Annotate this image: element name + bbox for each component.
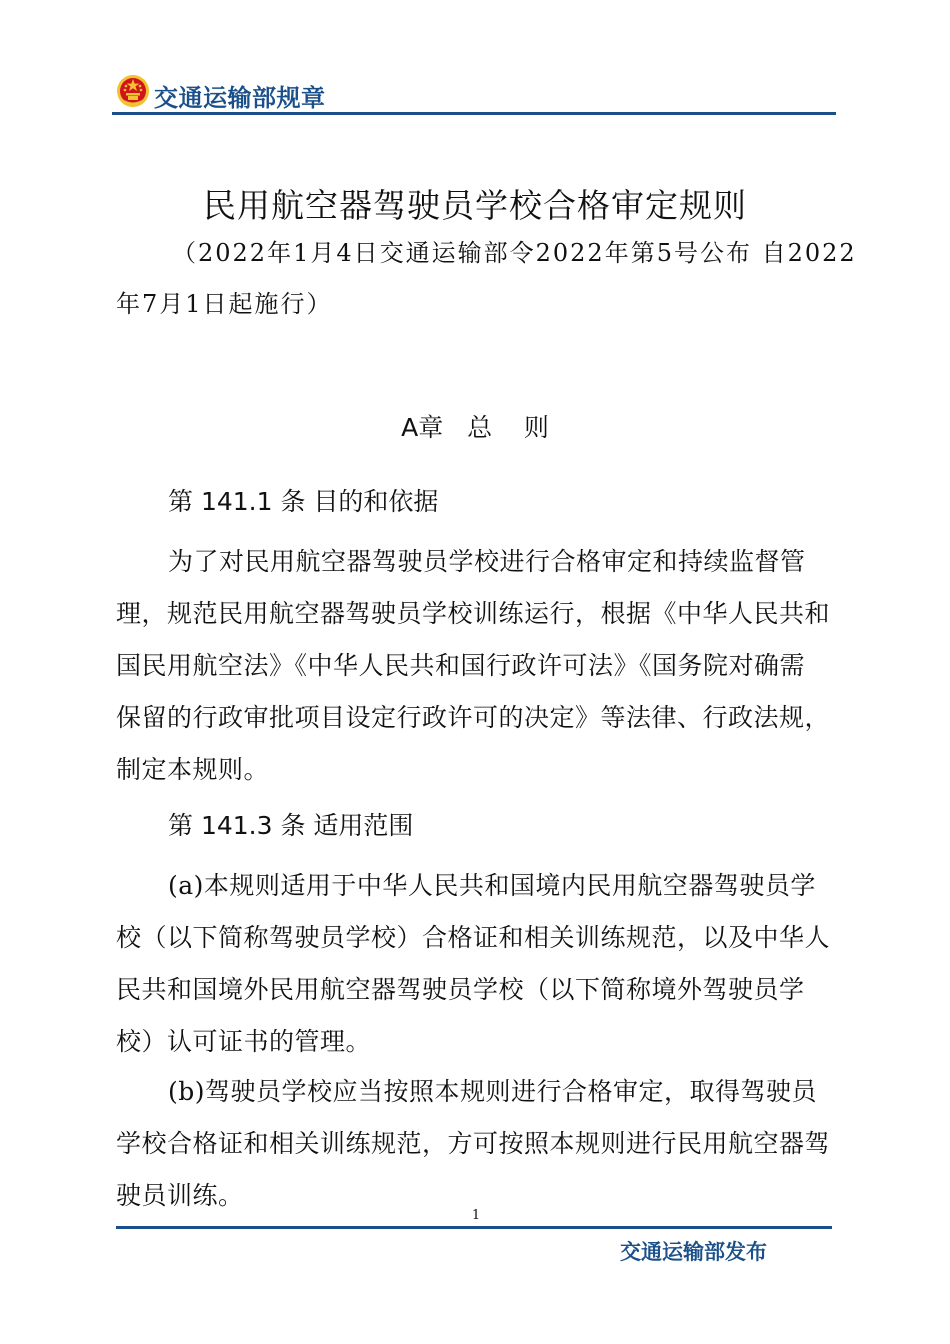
paragraph-line: 为了对民用航空器驾驶员学校进行合格审定和持续监督管 xyxy=(168,547,806,576)
document-title: 民用航空器驾驶员学校合格审定规则 xyxy=(203,186,747,225)
header-divider xyxy=(112,112,836,115)
paragraph-line: 民共和国境外民用航空器驾驶员学校（以下简称境外驾驶员学 xyxy=(116,975,805,1004)
article-heading-141-3: 第 141.3 条 适用范围 xyxy=(168,811,414,840)
paragraph-line: 校（以下简称驾驶员学校）合格证和相关训练规范，以及中华人 xyxy=(116,923,831,952)
paragraph-line: (a)本规则适用于中华人民共和国境内民用航空器驾驶员学 xyxy=(168,871,816,900)
footer-divider xyxy=(116,1226,832,1229)
paragraph-line: 制定本规则。 xyxy=(116,755,270,784)
paragraph-line: 校）认可证书的管理。 xyxy=(116,1027,372,1056)
footer-publisher: 交通运输部发布 xyxy=(620,1240,767,1264)
header-title: 交通运输部规章 xyxy=(154,84,326,112)
page-header xyxy=(116,72,836,116)
article-heading-141-1: 第 141.1 条 目的和依据 xyxy=(168,487,439,516)
document-subtitle-line2: 年7月1日起施行） xyxy=(116,290,333,318)
paragraph-line: 学校合格证和相关训练规范，方可按照本规则进行民用航空器驾 xyxy=(116,1129,831,1158)
paragraph-line: (b)驾驶员学校应当按照本规则进行合格审定，取得驾驶员 xyxy=(168,1077,818,1106)
chapter-heading: A章 总 则 xyxy=(401,413,549,442)
paragraph-line: 保留的行政审批项目设定行政许可的决定》等法律、行政法规， xyxy=(116,703,831,732)
paragraph-line: 理，规范民用航空器驾驶员学校训练运行，根据《中华人民共和 xyxy=(116,599,831,628)
document-subtitle-line1: （2022年1月4日交通运输部令2022年第5号公布 自2022 xyxy=(172,239,857,267)
national-emblem-icon xyxy=(116,74,150,108)
paragraph-line: 驶员训练。 xyxy=(116,1181,244,1210)
page-number: 1 xyxy=(471,1208,481,1223)
paragraph-line: 国民用航空法》《中华人民共和国行政许可法》《国务院对确需 xyxy=(116,651,806,680)
